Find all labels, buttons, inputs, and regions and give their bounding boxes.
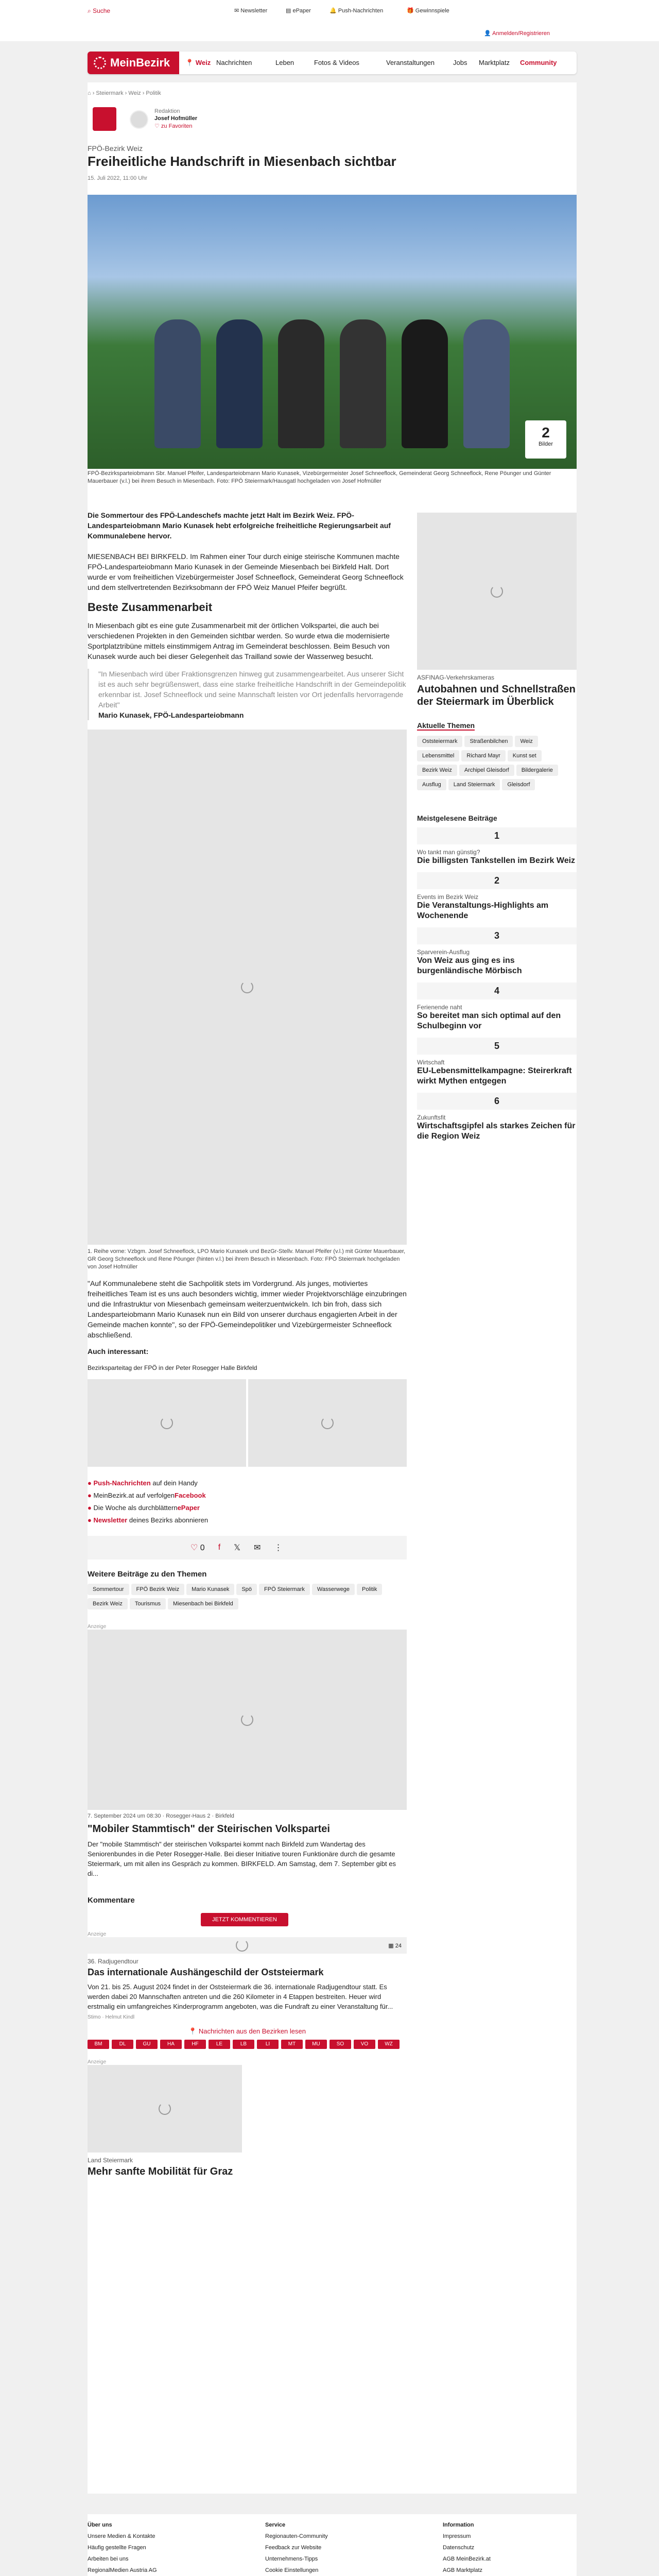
rank-number: 3 bbox=[417, 927, 577, 944]
most-read-item[interactable] bbox=[417, 827, 577, 866]
cta-text: deines Bezirks abonnieren bbox=[127, 1516, 209, 1524]
topic-tag[interactable]: Spö bbox=[236, 1584, 257, 1595]
epaper-label: ePaper bbox=[292, 8, 311, 14]
facebook-share-icon[interactable]: f bbox=[218, 1543, 221, 1552]
most-read-title[interactable]: Von Weiz aus ging es ins burgenländische Mörbisch bbox=[417, 956, 522, 975]
image-caption: 1. Reihe vorne: Vzbgm. Josef Schneeflock, LPO Mario Kunasek und BezGr-Stellv. Manuel Pfeifer (v.l.) mit Günter Mauerbauer, GR Georg Schneeflock und Rene Pöunger (hinten v.l.) bei ihrem Besuch in Miesenbach. Foto: FPÖ Steiermark hochgeladen von Josef Hofmüller bbox=[88, 1248, 406, 1270]
topic-chip[interactable]: Straßenbilchen bbox=[464, 736, 513, 747]
x-share-icon[interactable]: 𝕏 bbox=[234, 1544, 241, 1552]
most-read-item[interactable] bbox=[417, 1038, 577, 1087]
newsletter-icon: ● bbox=[88, 1516, 92, 1524]
most-read-title[interactable]: EU-Lebensmittelkampagne: Steirerkraft wirkt Mythen entgegen bbox=[417, 1066, 572, 1086]
quote-author: Mario Kunasek, FPÖ-Landesparteiobmann bbox=[98, 711, 244, 719]
topic-tag[interactable]: Tourismus bbox=[130, 1598, 166, 1609]
district-pill[interactable]: MU bbox=[305, 2040, 327, 2049]
newsletter-label: Newsletter bbox=[240, 8, 268, 14]
district-pill[interactable]: LE bbox=[209, 2040, 230, 2049]
gewinnspiele-link[interactable]: 🎁 Gewinnspiele bbox=[407, 8, 449, 14]
districts-label: Nachrichten aus den Bezirken lesen bbox=[198, 2027, 306, 2035]
quote-block bbox=[88, 669, 407, 720]
topic-tag[interactable]: Wasserwege bbox=[312, 1584, 355, 1595]
facebook-icon: ● bbox=[88, 1492, 92, 1499]
topic-chip[interactable]: Richard Mayr bbox=[461, 750, 505, 761]
footer-link[interactable]: Unsere Medien & Kontakte bbox=[88, 2533, 155, 2539]
promo-text: Der "mobile Stammtisch" der steirischen Volkspartei kommt nach Birkfeld zum Wandertag des Seniorenbundes in die Peter Rosegger-Halle. Bei dieser Initiative touren Funktionäre durch die gesamte Steiermark, um mit allen ins Gespräch zu kommen. BIRKFELD. Am Samstag, dem 7. September gibt es di... bbox=[88, 1840, 396, 1877]
footer-link[interactable]: Datenschutz bbox=[443, 2545, 475, 2551]
ad-label: Anzeige bbox=[88, 1624, 107, 1630]
topic-tag[interactable]: Mario Kunasek bbox=[186, 1584, 234, 1595]
nav-item-fotos[interactable]: Fotos & Videos bbox=[314, 59, 359, 66]
topic-tag[interactable]: Miesenbach bei Birkfeld bbox=[168, 1598, 238, 1609]
footer-link[interactable]: Regionauten-Community bbox=[265, 2533, 328, 2539]
article-image[interactable] bbox=[88, 730, 407, 1245]
gallery-count: 2 bbox=[542, 425, 550, 440]
district-pill[interactable]: HF bbox=[184, 2040, 206, 2049]
topic-tag[interactable]: Sommertour bbox=[88, 1584, 129, 1595]
footer-link[interactable]: Häufig gestellte Fragen bbox=[88, 2545, 146, 2551]
avatar[interactable] bbox=[130, 110, 148, 129]
breadcrumb-item[interactable]: Steiermark bbox=[96, 90, 124, 96]
cta-facebook[interactable] bbox=[88, 1489, 407, 1502]
rank-number: 4 bbox=[417, 982, 577, 999]
footer-link[interactable]: Cookie Einstellungen bbox=[265, 2567, 319, 2573]
most-read-kicker: Wirtschaft bbox=[417, 1059, 445, 1066]
topic-chip[interactable]: Bildergalerie bbox=[516, 765, 558, 776]
cta-strong: ePaper bbox=[177, 1504, 200, 1512]
district-pill[interactable]: WZ bbox=[378, 2040, 400, 2049]
related-image[interactable] bbox=[88, 1379, 246, 1467]
footer-col-service bbox=[265, 2519, 328, 2576]
footer-heading: Service bbox=[265, 2522, 286, 2528]
push-label: Push-Nachrichten bbox=[338, 8, 384, 14]
district-pill[interactable]: BM bbox=[88, 2040, 109, 2049]
topic-tag[interactable]: Bezirk Weiz bbox=[88, 1598, 128, 1609]
main-navigation bbox=[88, 52, 577, 74]
share-bar bbox=[88, 1536, 407, 1560]
most-read-kicker: Events im Bezirk Weiz bbox=[417, 893, 479, 901]
rank-number: 1 bbox=[417, 827, 577, 844]
sidebar-ad-kicker: ASFINAG-Verkehrskameras bbox=[417, 674, 495, 681]
nav-item-leben[interactable]: Leben bbox=[275, 59, 294, 66]
most-read-title[interactable]: Die billigsten Tankstellen im Bezirk Weiz bbox=[417, 856, 576, 865]
like-button[interactable] bbox=[190, 1543, 205, 1553]
footer-link[interactable]: AGB Marktplatz bbox=[443, 2567, 483, 2573]
teaser2-title[interactable]: Mehr sanfte Mobilität für Graz bbox=[88, 2166, 233, 2177]
footer-link[interactable]: RegionalMedien Austria AG bbox=[88, 2567, 157, 2573]
topic-tag[interactable]: FPÖ Bezirk Weiz bbox=[131, 1584, 185, 1595]
article-paragraph: "Auf Kommunalebene steht die Sachpolitik stets im Vordergrund. Als junges, motiviertes freiheitliches Team ist es uns auch besonders wichtig, immer wieder Projektvorschläge einzubringen und die Infrastruktur von Miesenbach gemeinsam weiterzuentwickeln. Ich bin froh, dass sich Landesparteiobmann Mario Kunasek nun ein Bild von unserer durchaus engagierten Arbeit in der Gemeinde machen konnte", so der FPÖ-Gemeindepolitiker und Vizebürgermeister Schneeflock abschließend. bbox=[88, 1279, 407, 1339]
author-name[interactable]: Josef Hofmüller bbox=[154, 115, 198, 122]
follow-label: zu Favoriten bbox=[161, 123, 193, 129]
teaser-text: Von 21. bis 25. August 2024 findet in der Oststeiermark die 36. internationale Radjugendtour statt. Es werden dabei 20 Mannschaften antreten und die 260 Kilometer in 4 Etappen bestreiten. Heuer wird erstmalig ein umfangreiches Kinderprogramm angeboten, was die Fundraft zu einer Veranstaltung für... bbox=[88, 1983, 393, 2010]
loading-icon bbox=[161, 1417, 173, 1429]
logo[interactable] bbox=[88, 52, 179, 74]
nav-item-community[interactable]: Community bbox=[520, 59, 557, 66]
footer-heading: Information bbox=[443, 2522, 474, 2528]
topic-chip[interactable]: Kunst set bbox=[508, 750, 542, 761]
rank-number: 2 bbox=[417, 872, 577, 889]
page-title: Freiheitliche Handschrift in Miesenbach sichtbar bbox=[88, 154, 396, 169]
hero-caption: FPÖ-Bezirksparteiobmann Sbr. Manuel Pfeifer, Landesparteiobmann Mario Kunasek, Vizebürgermeister Josef Schneeflock, Gemeinderat Georg Schneeflock, Rene Pöunger und Günter Mauerbauer (v.l.) bei ihrem Besuch in Miesenbach. Foto: FPÖ Steiermark/Hausgatl hochgeladen von Josef Hofmüller bbox=[88, 470, 551, 484]
related-gallery bbox=[88, 1379, 407, 1467]
district-pills bbox=[88, 2040, 407, 2052]
gewinnspiele-label: Gewinnspiele bbox=[415, 8, 449, 14]
article-paragraph: In Miesenbach gibt es eine gute Zusammenarbeit mit der örtlichen Volkspartei, die auch bei verschiedenen Projekten in den Gemeinden sichtbar werden. So wurde etwa die modernisierte Sportplatztribüne mittels einstimmigem Antrag im Gemeinderat beschlossen. Beim Besuch von Kunasek wurde auch bei dieser Gelegenheit das Trailland sowie der Wasserweg besucht. bbox=[88, 621, 390, 660]
most-read-heading: Meistgelesene Beiträge bbox=[417, 814, 497, 822]
teaser-count-value: 24 bbox=[395, 1943, 402, 1949]
photo-person bbox=[216, 319, 263, 448]
topic-tag[interactable]: FPÖ Steiermark bbox=[259, 1584, 310, 1595]
register-link[interactable]: 👤 Anmelden/Registrieren bbox=[484, 30, 550, 37]
teaser2-image[interactable] bbox=[88, 2065, 242, 2153]
bell-icon: ● bbox=[88, 1479, 92, 1487]
mail-share-icon[interactable]: ✉ bbox=[254, 1544, 261, 1552]
breadcrumb-item[interactable]: Politik bbox=[146, 90, 161, 96]
most-read-item[interactable] bbox=[417, 982, 577, 1031]
register-label: Anmelden/Registrieren bbox=[492, 30, 550, 37]
content-area bbox=[88, 82, 577, 2494]
footer-link[interactable]: Arbeiten bei uns bbox=[88, 2556, 129, 2562]
rank-number: 5 bbox=[417, 1038, 577, 1055]
search-link[interactable]: ⌕ Suche bbox=[88, 7, 111, 14]
gallery-label: Bilder bbox=[538, 441, 553, 447]
more-icon[interactable]: ⋮ bbox=[274, 1544, 283, 1552]
loading-icon bbox=[241, 1714, 253, 1726]
section-heading: Beste Zusammenarbeit bbox=[88, 601, 213, 614]
topic-tags bbox=[88, 1584, 407, 1613]
topic-chips bbox=[417, 736, 577, 793]
logo-text: MeinBezirk bbox=[110, 56, 170, 69]
most-read-item[interactable] bbox=[417, 1093, 577, 1142]
loading-icon bbox=[159, 2103, 171, 2115]
quote-text: "In Miesenbach wird über Fraktionsgrenzen hinweg gut zusammengearbeitet. Aus unserer Sicht ist es auch sehr begrüßenswert, dass eine starke freiheitliche Handschrift in der Gemeindepolitik erkennbar ist. Josef Schneeflock und seine Mannschaft leisten vor Ort jedenfalls hervorragende Arbeit" bbox=[98, 670, 406, 709]
footer bbox=[88, 2514, 577, 2576]
district-pill[interactable]: DL bbox=[112, 2040, 133, 2049]
location-label: Weiz bbox=[195, 59, 211, 66]
nav-item-jobs[interactable]: Jobs bbox=[453, 59, 467, 66]
footer-link[interactable]: Unternehmens-Tipps bbox=[265, 2556, 318, 2562]
most-read-list bbox=[417, 827, 577, 1142]
article-paragraph: MIESENBACH BEI BIRKFELD. Im Rahmen einer Tour durch einige steirische Kommunen machte FPÖ-Landesparteiobmann Mario Kunasek in der Gemeinde Miesenbach bei Birkfeld Halt. Dort wurde er vom freiheitlichen Vizebürgermeister Josef Schneeflock, Gemeinderat Georg Schneeflock und dem stellvertretenden Bezirksobmann der FPÖ Weiz Manuel Pfeifer begrüßt. bbox=[88, 552, 404, 591]
logo-icon bbox=[94, 57, 106, 69]
article-date: 15. Juli 2022, 11:00 Uhr bbox=[88, 175, 147, 181]
author-role: Redaktion bbox=[154, 108, 180, 114]
most-read-kicker: Zukunftsfit bbox=[417, 1114, 446, 1121]
epaper-link[interactable]: ▤ ePaper bbox=[286, 8, 311, 14]
cta-text: auf dein Handy bbox=[150, 1479, 198, 1487]
footer-col-info bbox=[443, 2519, 491, 2576]
topic-chip[interactable]: Oststeiermark bbox=[417, 736, 462, 747]
sidebar-ad-image[interactable] bbox=[417, 513, 577, 670]
teaser-count: ▦ 24 bbox=[388, 1943, 402, 1949]
photo-person bbox=[340, 319, 386, 448]
most-read-kicker: Sparverein-Ausflug bbox=[417, 948, 470, 956]
cta-strong: Newsletter bbox=[93, 1516, 128, 1524]
most-read-kicker: Ferienende naht bbox=[417, 1004, 462, 1011]
heart-icon: ♡ bbox=[190, 1544, 198, 1552]
teaser-title[interactable]: Das internationale Aushängeschild der Oststeiermark bbox=[88, 1967, 324, 1977]
promo-meta: 7. September 2024 um 08:30 · Rosegger-Haus 2 · Birkfeld bbox=[88, 1813, 234, 1819]
footer-link[interactable]: AGB MeinBezirk.at bbox=[443, 2556, 491, 2562]
article-kicker: FPÖ-Bezirk Weiz bbox=[88, 144, 143, 152]
cta-text: Die Woche als durchblättern bbox=[93, 1504, 178, 1512]
most-read-title[interactable]: So bereitet man sich optimal auf den Schulbeginn vor bbox=[417, 1011, 561, 1030]
teaser2-kicker: Land Steiermark bbox=[88, 2157, 133, 2164]
district-pill[interactable]: GU bbox=[136, 2040, 158, 2049]
related-heading: Auch interessant: bbox=[88, 1347, 149, 1355]
topics-sidebar-heading: Aktuelle Themen bbox=[417, 721, 475, 730]
breadcrumb: ⌂ › Steiermark › Weiz › Politik bbox=[88, 90, 161, 96]
district-pill[interactable]: LI bbox=[257, 2040, 279, 2049]
ad-label: Anzeige bbox=[88, 1931, 107, 1937]
topic-chip[interactable]: Ausflug bbox=[417, 779, 446, 790]
loading-icon bbox=[241, 981, 253, 993]
districts-heading: 📍 Nachrichten aus den Bezirken lesen bbox=[188, 2027, 306, 2035]
cta-push[interactable] bbox=[88, 1477, 407, 1489]
ad-label: Anzeige bbox=[88, 2059, 107, 2065]
cta-newsletter[interactable] bbox=[88, 1514, 407, 1527]
footer-link[interactable]: Impressum bbox=[443, 2533, 471, 2539]
teaser-kicker: 36. Radjugendtour bbox=[88, 1958, 138, 1965]
photo-person bbox=[463, 319, 510, 448]
sidebar bbox=[417, 510, 577, 1148]
most-read-title[interactable]: Die Veranstaltungs-Highlights am Wochenende bbox=[417, 901, 549, 920]
nav-item-marktplatz[interactable]: Marktplatz bbox=[479, 59, 510, 66]
photo-person bbox=[278, 319, 324, 448]
topic-chip[interactable]: Archipel Gleisdorf bbox=[459, 765, 514, 776]
cta-box bbox=[88, 1477, 407, 1527]
cta-text: MeinBezirk.at auf verfolgen bbox=[93, 1492, 175, 1499]
photo-person bbox=[402, 319, 448, 448]
footer-link[interactable]: Feedback zur Website bbox=[265, 2545, 322, 2551]
most-read-item[interactable] bbox=[417, 872, 577, 921]
push-link[interactable]: 🔔 Push-Nachrichten bbox=[330, 8, 384, 14]
rank-number: 6 bbox=[417, 1093, 577, 1110]
related-image[interactable] bbox=[248, 1379, 407, 1467]
sidebar-ad-title[interactable]: Autobahnen und Schnellstraßen der Steiermark im Überblick bbox=[417, 684, 576, 707]
article-body bbox=[88, 510, 407, 2178]
district-pill[interactable]: VO bbox=[354, 2040, 375, 2049]
comment-button[interactable]: JETZT KOMMENTIEREN bbox=[201, 1913, 288, 1926]
comments-heading: Kommentare bbox=[88, 1896, 135, 1905]
search-label: Suche bbox=[93, 7, 111, 14]
author-logo bbox=[93, 107, 116, 131]
most-read-kicker: Wo tankt man günstig? bbox=[417, 849, 480, 856]
article-lead: Die Sommertour des FPÖ-Landeschefs machte jetzt Halt im Bezirk Weiz. FPÖ-Landesparteiobmann Mario Kunasek hebt erfolgreiche freiheitliche Regierungsarbeit auf Kommunalebene hervor. bbox=[88, 511, 391, 540]
photo-person bbox=[154, 319, 201, 448]
breadcrumb-item[interactable]: Weiz bbox=[128, 90, 141, 96]
cta-strong: Facebook bbox=[175, 1492, 206, 1499]
gallery-count-badge[interactable] bbox=[525, 420, 566, 459]
topic-chip[interactable]: Weiz bbox=[515, 736, 537, 747]
cta-epaper[interactable] bbox=[88, 1502, 407, 1514]
topic-chip[interactable]: Land Steiermark bbox=[448, 779, 500, 790]
teaser-media-bar bbox=[88, 1937, 407, 1954]
newsletter-link[interactable]: ✉ Newsletter bbox=[234, 8, 268, 14]
loading-icon bbox=[491, 585, 503, 598]
promo-image[interactable] bbox=[88, 1630, 407, 1810]
promo-title[interactable]: "Mobiler Stammtisch" der Steirischen Volkspartei bbox=[88, 1823, 330, 1835]
epaper-icon: ● bbox=[88, 1504, 92, 1512]
loading-icon bbox=[236, 1939, 248, 1952]
hero-image[interactable] bbox=[88, 195, 577, 469]
teaser-author: Stimo · Helmut Kindl bbox=[88, 2014, 135, 2020]
top-utility-bar bbox=[0, 0, 659, 41]
most-read-title[interactable]: Wirtschaftsgipfel als starkes Zeichen für die Region Weiz bbox=[417, 1122, 576, 1141]
most-read-item[interactable] bbox=[417, 927, 577, 976]
follow-button[interactable]: ♡ zu Favoriten bbox=[154, 123, 193, 129]
district-pill[interactable]: LB bbox=[233, 2040, 254, 2049]
topic-tag[interactable]: Politik bbox=[357, 1584, 382, 1595]
topics-heading: Weitere Beiträge zu den Themen bbox=[88, 1570, 207, 1579]
footer-heading: Über uns bbox=[88, 2522, 112, 2528]
district-pill[interactable]: SO bbox=[330, 2040, 351, 2049]
footer-col-about bbox=[88, 2519, 157, 2576]
nav-item-veranstaltungen[interactable]: Veranstaltungen bbox=[386, 59, 435, 66]
related-link[interactable]: Bezirksparteitag der FPÖ in der Peter Rosegger Halle Birkfeld bbox=[88, 1364, 257, 1371]
location-selector[interactable]: 📍 Weiz bbox=[185, 59, 211, 66]
loading-icon bbox=[321, 1417, 334, 1429]
topic-chip[interactable]: Lebensmittel bbox=[417, 750, 459, 761]
like-count: 0 bbox=[200, 1544, 205, 1552]
nav-item-nachrichten[interactable]: Nachrichten bbox=[216, 59, 252, 66]
topic-chip[interactable]: Gleisdorf bbox=[502, 779, 535, 790]
topic-chip[interactable]: Bezirk Weiz bbox=[417, 765, 457, 776]
district-pill[interactable]: HA bbox=[160, 2040, 182, 2049]
district-pill[interactable]: MT bbox=[281, 2040, 303, 2049]
cta-strong: Push-Nachrichten bbox=[93, 1479, 151, 1487]
